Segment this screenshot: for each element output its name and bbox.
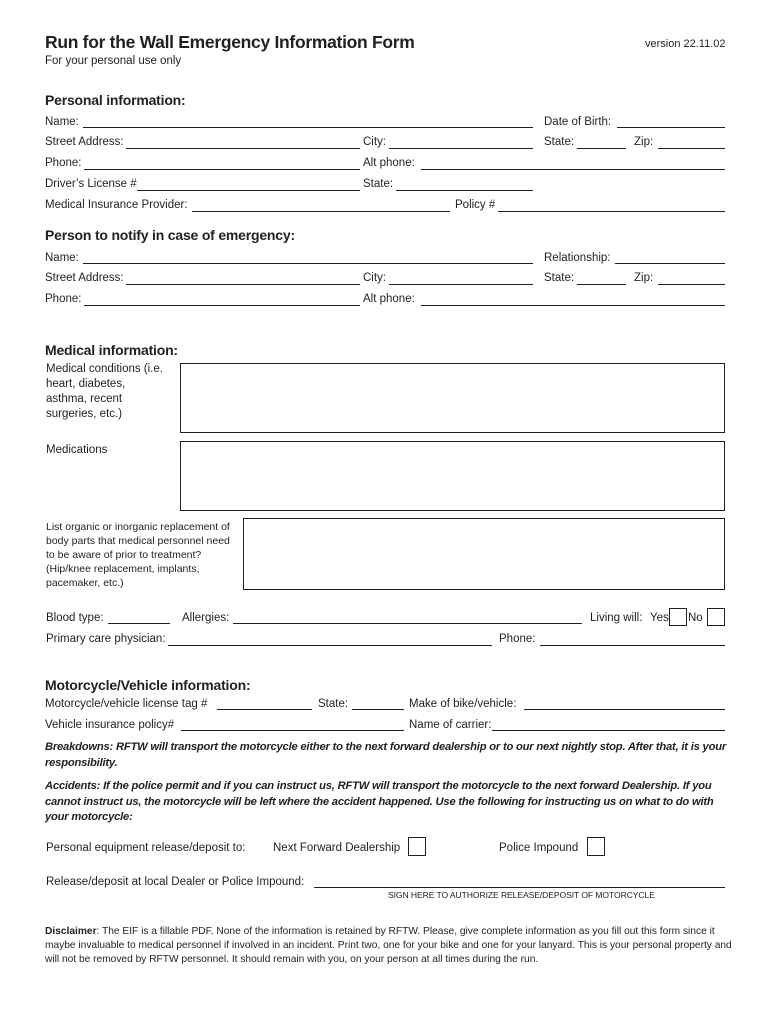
personal-name-field[interactable] — [83, 127, 533, 128]
emergency-name-field[interactable] — [83, 263, 533, 264]
personal-city-field[interactable] — [389, 148, 533, 149]
personal-street-label: Street Address: — [45, 136, 124, 148]
blood-type-field[interactable] — [108, 623, 170, 624]
option-police-checkbox[interactable] — [587, 837, 605, 856]
personal-phone-label: Phone: — [45, 157, 82, 169]
personal-city-label: City: — [363, 136, 386, 148]
emergency-zip-label: Zip: — [634, 272, 654, 284]
allergies-label: Allergies: — [182, 612, 230, 624]
version-label: version 22.11.02 — [645, 38, 726, 50]
carrier-label: Name of carrier: — [409, 719, 492, 731]
medications-label: Medications — [46, 444, 108, 456]
disclaimer-label: Disclaimer — [45, 926, 97, 937]
personal-section-heading: Personal information: — [45, 92, 186, 108]
personal-state-label: State: — [544, 136, 575, 148]
release-label: Personal equipment release/deposit to: — [46, 842, 246, 854]
option-dealership-checkbox[interactable] — [408, 837, 426, 856]
signature-field[interactable] — [314, 887, 725, 888]
personal-policy-label: Policy # — [455, 199, 496, 211]
breakdowns-notice: Breakdowns: RFTW will transport the motorcycle either to the next forward dealership or to our next nightly stop. After that, it is your responsibility. — [45, 741, 727, 769]
vehicle-state-field[interactable] — [352, 709, 404, 710]
emergency-street-label: Street Address: — [45, 272, 124, 284]
make-field[interactable] — [524, 709, 725, 710]
physician-phone-label: Phone: — [499, 633, 536, 645]
personal-license-label: Driver’s License # — [45, 178, 137, 190]
vehicle-state-label: State: — [318, 698, 349, 710]
make-label: Make of bike/vehicle: — [409, 698, 517, 710]
personal-zip-field[interactable] — [658, 148, 725, 149]
physician-label: Primary care physician: — [46, 633, 166, 645]
carrier-field[interactable] — [492, 730, 725, 731]
emergency-name-label: Name: — [45, 252, 79, 264]
personal-dob-field[interactable] — [617, 127, 725, 128]
sign-here-caption: SIGN HERE TO AUTHORIZE RELEASE/DEPOSIT OF MOTORCYCLE — [388, 890, 655, 900]
vehicle-insurance-field[interactable] — [181, 730, 404, 731]
physician-phone-field[interactable] — [540, 645, 725, 646]
vehicle-insurance-label: Vehicle insurance policy# — [45, 719, 175, 731]
emergency-phone-label: Phone: — [45, 293, 82, 305]
emergency-zip-field[interactable] — [658, 284, 725, 285]
local-release-label: Release/deposit at local Dealer or Police Impound: — [46, 876, 305, 888]
replacement-parts-box[interactable] — [243, 518, 725, 590]
personal-name-label: Name: — [45, 116, 79, 128]
living-will-yes-label: Yes — [650, 612, 669, 624]
disclaimer-text: : The EIF is a fillable PDF. None of the information is retained by RFTW. Please, give complete information as you fill out this form since it maybe invaluable to medical personnel if involved in an incident. Print two, one for your bike and one for your lanyard. This is your personal property and will not be removed by RFTW personnel. It should remain with you, on your person at all times during the run. — [45, 926, 732, 965]
allergies-field[interactable] — [233, 623, 582, 624]
emergency-state-label: State: — [544, 272, 575, 284]
living-will-yes-checkbox[interactable] — [669, 608, 687, 626]
accidents-notice: Accidents: If the police permit and if you can instruct us, RFTW will transport the motorcycle to the next forward Dealership. If you cannot instruct us, the motorcycle will be left where the accident happened. Use the following for instructing us on what to do with your motorcycle: — [45, 780, 714, 823]
replacement-parts-label: List organic or inorganic replacement of body parts that medical personnel need to be aware of prior to treatment? (Hip/knee replacement, implants, pacemaker, etc.) — [46, 521, 230, 589]
emergency-relationship-field[interactable] — [615, 263, 725, 264]
emergency-alt-phone-field[interactable] — [421, 305, 725, 306]
page-subtitle: For your personal use only — [45, 55, 182, 67]
physician-field[interactable] — [168, 645, 492, 646]
medical-section-heading: Medical information: — [45, 342, 178, 358]
license-tag-label: Motorcycle/vehicle license tag # — [45, 698, 208, 710]
personal-dob-label: Date of Birth: — [544, 116, 612, 128]
emergency-city-field[interactable] — [389, 284, 533, 285]
personal-state-field[interactable] — [577, 148, 626, 149]
emergency-street-field[interactable] — [126, 284, 360, 285]
page-title: Run for the Wall Emergency Information Form — [45, 32, 415, 52]
medications-box[interactable] — [180, 441, 725, 511]
option-police-label: Police Impound — [499, 842, 579, 854]
personal-license-field[interactable] — [137, 190, 360, 191]
option-dealership-label: Next Forward Dealership — [273, 842, 401, 854]
living-will-label: Living will: — [590, 612, 643, 624]
personal-insurance-field[interactable] — [192, 211, 450, 212]
blood-type-label: Blood type: — [46, 612, 104, 624]
emergency-section-heading: Person to notify in case of emergency: — [45, 227, 295, 243]
emergency-phone-field[interactable] — [84, 305, 360, 306]
license-tag-field[interactable] — [217, 709, 312, 710]
vehicle-section-heading: Motorcycle/Vehicle information: — [45, 677, 251, 693]
medical-conditions-box[interactable] — [180, 363, 725, 433]
medical-conditions-label: Medical conditions (i.e. heart, diabetes, asthma, recent surgeries, etc.) — [46, 363, 163, 420]
personal-license-state-field[interactable] — [396, 190, 533, 191]
disclaimer — [45, 925, 735, 967]
personal-license-state-label: State: — [363, 178, 394, 190]
personal-phone-field[interactable] — [84, 169, 360, 170]
emergency-relationship-label: Relationship: — [544, 252, 611, 264]
personal-insurance-label: Medical Insurance Provider: — [45, 199, 188, 211]
personal-zip-label: Zip: — [634, 136, 654, 148]
living-will-no-label: No — [688, 612, 703, 624]
personal-street-field[interactable] — [126, 148, 360, 149]
personal-alt-phone-field[interactable] — [421, 169, 725, 170]
living-will-no-checkbox[interactable] — [707, 608, 725, 626]
personal-policy-field[interactable] — [498, 211, 725, 212]
emergency-alt-phone-label: Alt phone: — [363, 293, 415, 305]
emergency-state-field[interactable] — [577, 284, 626, 285]
emergency-city-label: City: — [363, 272, 386, 284]
personal-alt-phone-label: Alt phone: — [363, 157, 415, 169]
